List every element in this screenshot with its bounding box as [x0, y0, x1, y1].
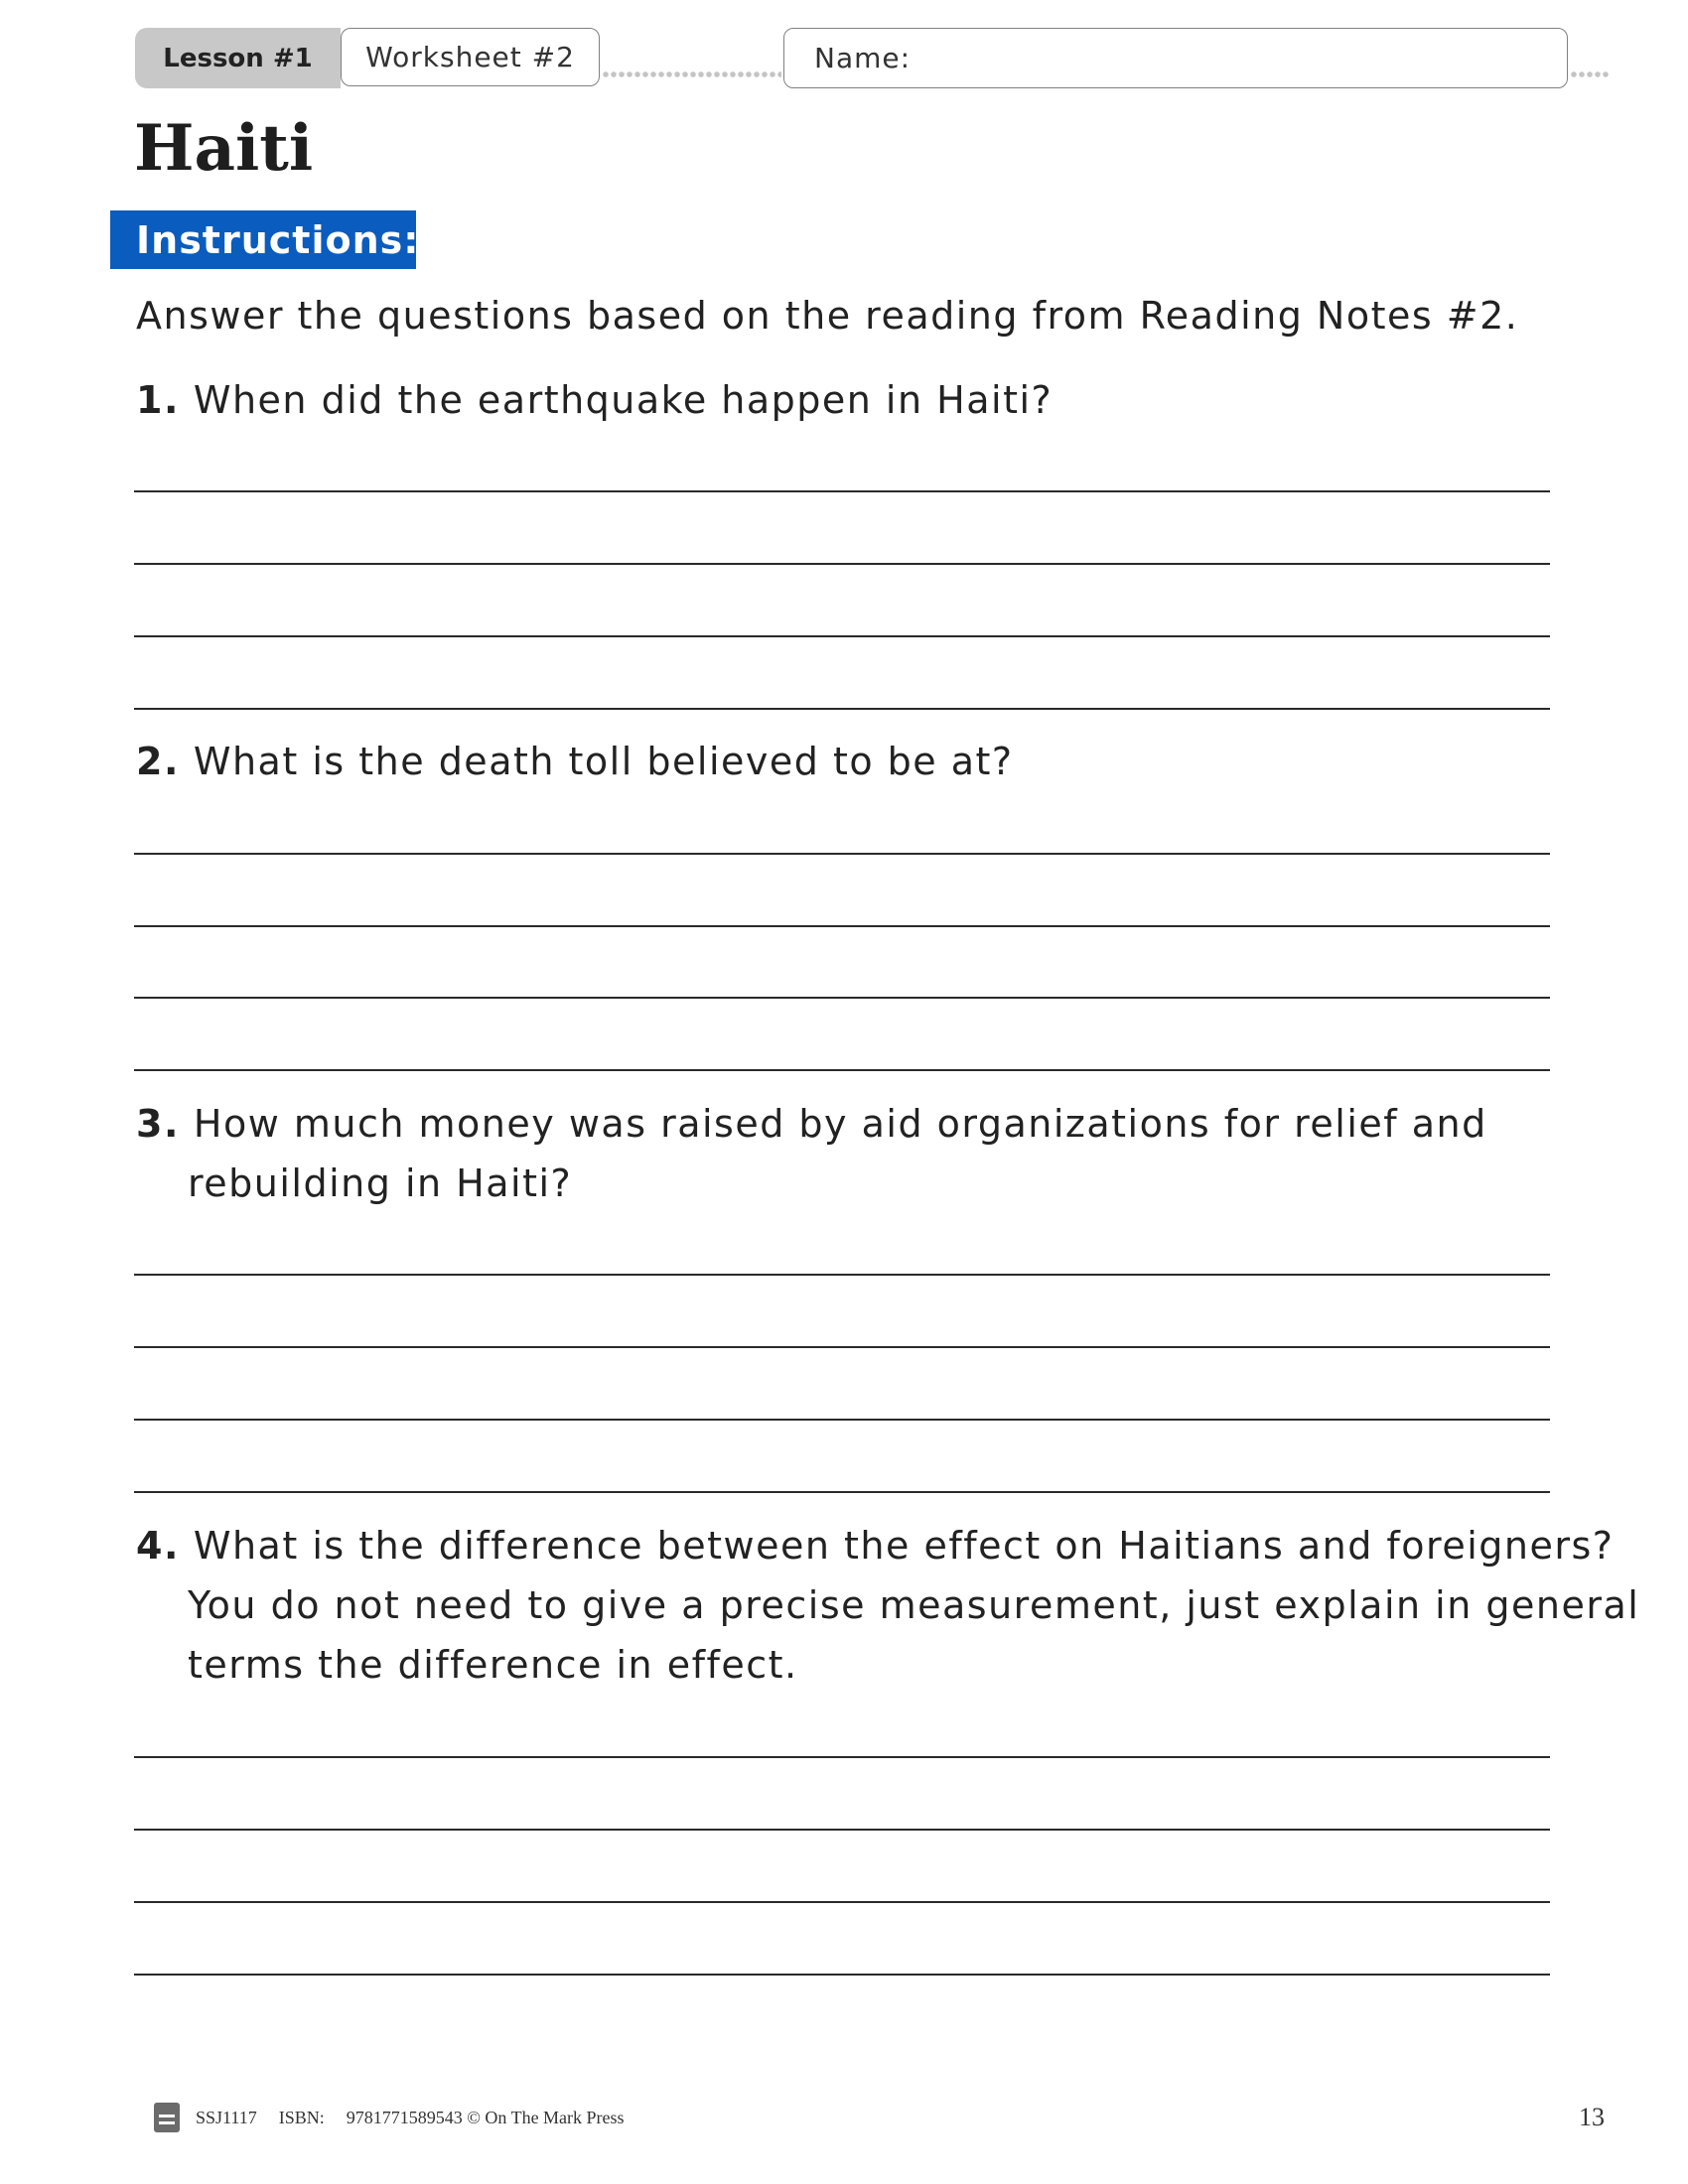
question-number: 2.	[136, 740, 180, 783]
dotted-divider-end	[1570, 71, 1610, 77]
answer-line[interactable]	[134, 1346, 1550, 1348]
answer-line[interactable]	[134, 925, 1550, 927]
product-code: SSJ1117	[196, 2107, 257, 2127]
answer-line[interactable]	[134, 1829, 1550, 1831]
answer-line[interactable]	[134, 1974, 1550, 1976]
question-text: How much money was raised by aid organizations for relief and	[193, 1102, 1487, 1146]
lesson-tab: Lesson #1	[135, 28, 341, 88]
question-3	[136, 1094, 1487, 1213]
answer-line[interactable]	[134, 635, 1550, 637]
answer-line[interactable]	[134, 1069, 1550, 1071]
question-number: 1.	[136, 378, 180, 422]
question-1	[136, 370, 1053, 430]
footer	[154, 2103, 646, 2132]
question-number: 4.	[136, 1524, 180, 1568]
name-field[interactable]	[783, 28, 1568, 88]
page-title: Haiti	[134, 111, 314, 186]
page-number: 13	[1579, 2103, 1605, 2131]
question-text-cont: You do not need to give a precise measurement, just explain in general	[188, 1583, 1640, 1627]
question-text-cont: rebuilding in Haiti?	[188, 1161, 573, 1205]
question-text: What is the death toll believed to be at?	[193, 740, 1014, 783]
answer-line[interactable]	[134, 1901, 1550, 1903]
answer-line[interactable]	[134, 997, 1550, 999]
instructions-text: Answer the questions based on the reading from Reading Notes #2.	[136, 294, 1519, 338]
question-4	[136, 1516, 1639, 1695]
answer-line[interactable]	[134, 1491, 1550, 1493]
question-text: What is the difference between the effect on Haitians and foreigners?	[193, 1524, 1615, 1568]
question-number: 3.	[136, 1102, 180, 1146]
question-2	[136, 732, 1014, 791]
answer-line[interactable]	[134, 708, 1550, 710]
isbn-label: ISBN:	[278, 2107, 325, 2127]
name-label: Name:	[814, 42, 912, 74]
question-text-cont: terms the difference in effect.	[188, 1643, 798, 1687]
publisher-logo-icon	[154, 2103, 180, 2132]
answer-line[interactable]	[134, 563, 1550, 565]
answer-line[interactable]	[134, 1419, 1550, 1421]
instructions-label: Instructions:	[110, 210, 416, 269]
answer-line[interactable]	[134, 853, 1550, 855]
answer-line[interactable]	[134, 1756, 1550, 1758]
isbn-text: 9781771589543 © On The Mark Press	[346, 2107, 625, 2127]
answer-line[interactable]	[134, 490, 1550, 492]
dotted-divider	[602, 71, 781, 77]
worksheet-tab: Worksheet #2	[341, 28, 600, 86]
question-text: When did the earthquake happen in Haiti?	[193, 378, 1054, 422]
answer-line[interactable]	[134, 1274, 1550, 1276]
